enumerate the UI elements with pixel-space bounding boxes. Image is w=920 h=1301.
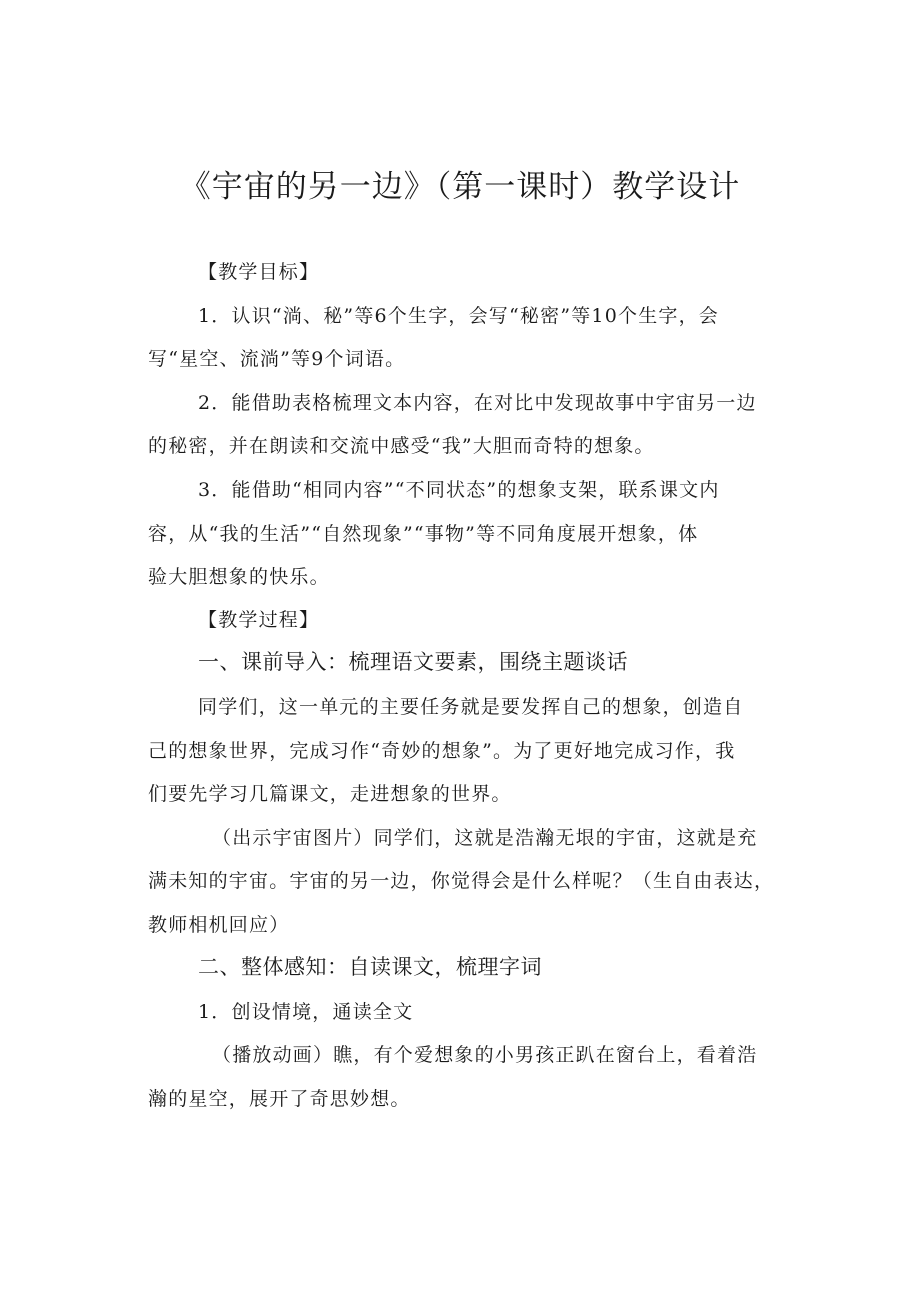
objective-3-line-3: 验大胆想象的快乐。 — [148, 566, 330, 588]
section-1-paragraph-1-line-2: 己的想象世界，完成习作“奇妙的想象”。为了更好地完成习作，我 — [148, 740, 736, 762]
process-label: 【教学过程】 — [198, 609, 320, 631]
section-2-paragraph-1-line-2: 瀚的星空，展开了奇思妙想。 — [148, 1088, 411, 1110]
section-2-subheading-1: 1．创设情境，通读全文 — [198, 1001, 414, 1023]
objective-2-line-1: 2．能借助表格梳理文本内容，在对比中发现故事中宇宙另一边 — [198, 392, 757, 414]
section-1-paragraph-1-line-1: 同学们，这一单元的主要任务就是要发挥自己的想象，创造自 — [198, 696, 744, 718]
section-2-heading: 二、整体感知：自读课文，梳理字词 — [198, 955, 542, 979]
objective-2-line-2: 的秘密，并在朗读和交流中感受“我”大胆而奇特的想象。 — [148, 435, 655, 457]
section-1-paragraph-1-line-3: 们要先学习几篇课文，走进想象的世界。 — [148, 783, 512, 805]
section-1-paragraph-2-line-3: 教师相机回应） — [148, 914, 290, 936]
objective-1-line-2: 写“星空、流淌”等9个词语。 — [148, 348, 406, 370]
objective-3-line-1: 3．能借助“相同内容”“不同状态”的想象支架，联系课文内 — [198, 479, 720, 501]
section-1-paragraph-2-line-1: （出示宇宙图片）同学们，这就是浩瀚无垠的宇宙，这就是充 — [212, 827, 758, 849]
section-1-heading: 一、课前导入：梳理语文要素，围绕主题谈话 — [198, 650, 628, 674]
objective-1-line-1: 1．认识“淌、秘”等6个生字，会写“秘密”等10个生字，会 — [198, 305, 720, 327]
objective-3-line-2: 容，从“我的生活”“自然现象”“事物”等不同角度展开想象，体 — [148, 523, 699, 545]
document-title: 《宇宙的另一边》（第一课时）教学设计 — [179, 169, 741, 205]
section-2-paragraph-1-line-1: （播放动画）瞧，有个爱想象的小男孩正趴在窗台上，看着浩 — [212, 1044, 758, 1066]
section-1-paragraph-2-line-2: 满未知的宇宙。宇宙的另一边，你觉得会是什么样呢？（生自由表达， — [148, 870, 775, 892]
objectives-label: 【教学目标】 — [198, 261, 320, 283]
